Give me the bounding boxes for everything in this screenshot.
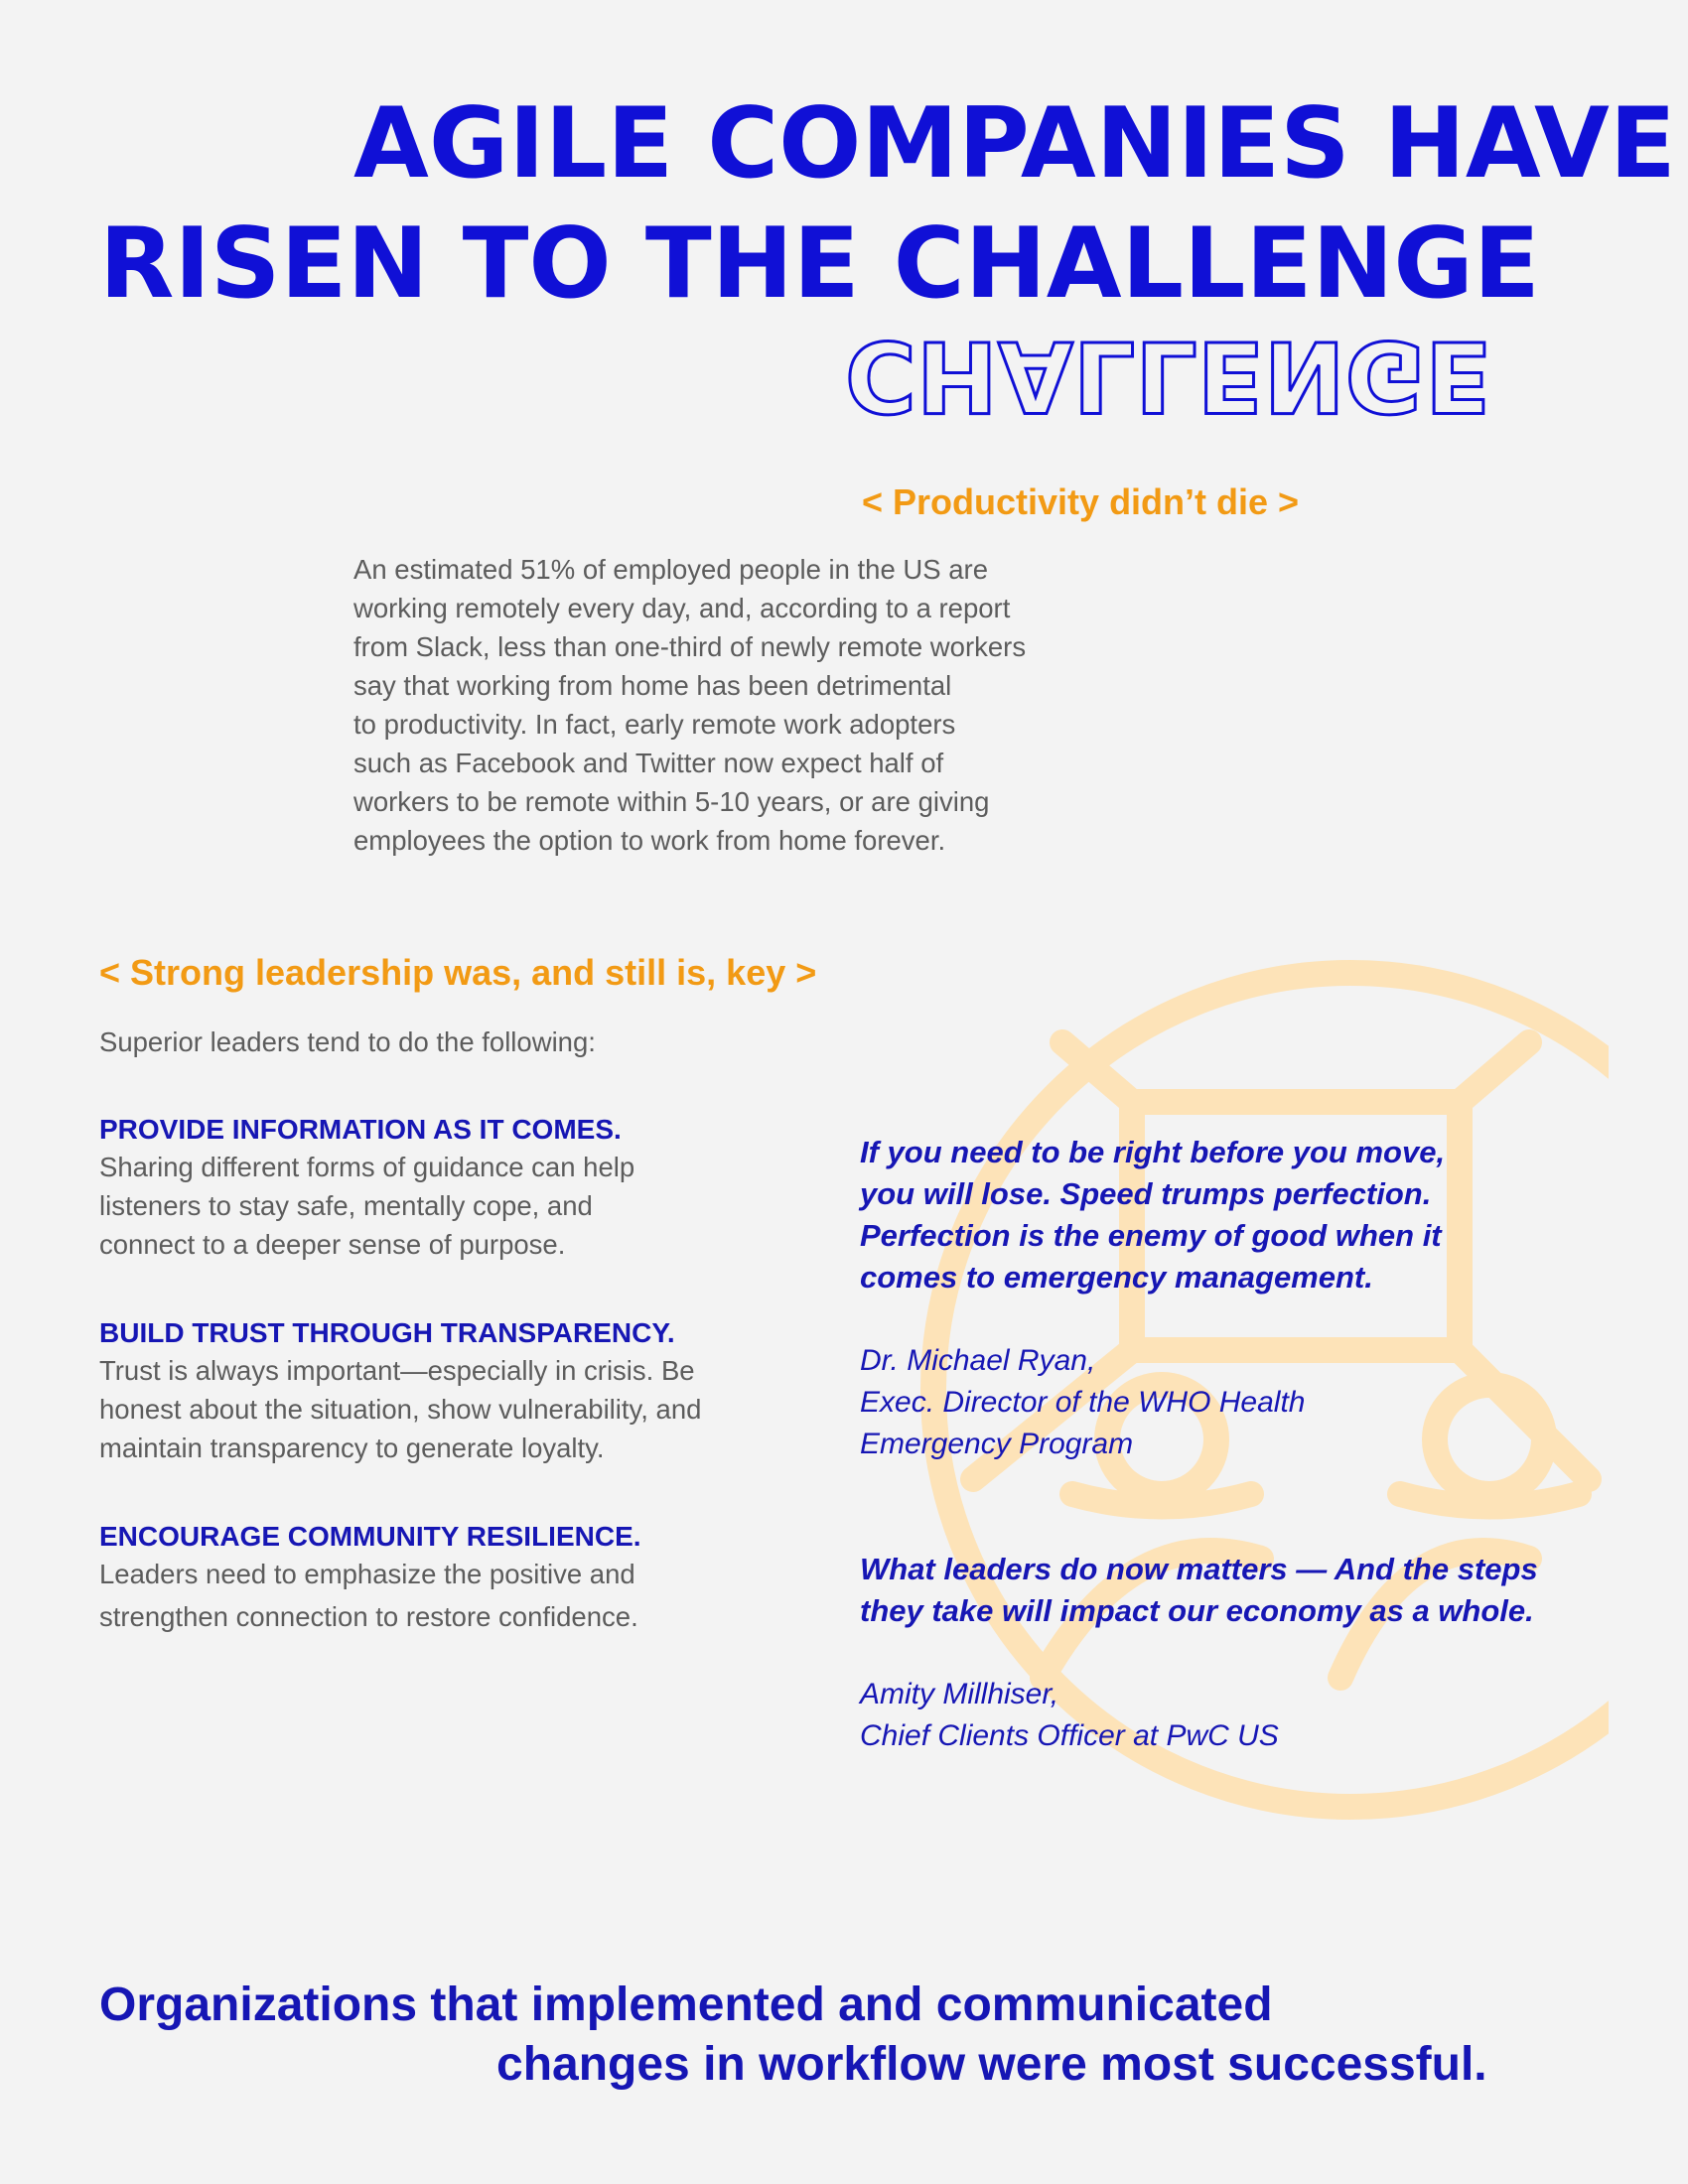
item-line: Leaders need to emphasize the positive and bbox=[99, 1559, 635, 1589]
quote-line: you will lose. Speed trumps perfection. bbox=[860, 1176, 1432, 1211]
item-line: connect to a deeper sense of purpose. bbox=[99, 1229, 566, 1260]
quote-attribution: Exec. Director of the WHO Health bbox=[860, 1386, 1306, 1419]
quote-line: If you need to be right before you move, bbox=[860, 1135, 1446, 1169]
headline-line-2: RISEN TO THE CHALLENGE bbox=[99, 207, 1540, 321]
closing-statement-line-2: changes in workflow were most successful. bbox=[496, 2038, 1487, 2091]
item-line: honest about the situation, show vulnerability, and bbox=[99, 1394, 702, 1425]
closing-statement-line-1: Organizations that implemented and communicated bbox=[99, 1979, 1273, 2031]
paragraph-line: working remotely every day, and, according to a report bbox=[353, 593, 1011, 623]
section-title-productivity: < Productivity didn’t die > bbox=[862, 481, 1300, 522]
section-title-leadership: < Strong leadership was, and still is, key > bbox=[99, 952, 817, 993]
quote-attribution: Amity Millhiser, bbox=[860, 1678, 1059, 1710]
leadership-item bbox=[99, 1112, 774, 1264]
productivity-paragraph bbox=[353, 550, 1088, 860]
paragraph-line: An estimated 51% of employed people in the US are bbox=[353, 554, 988, 585]
paragraph-line: workers to be remote within 5-10 years, or are giving bbox=[353, 786, 990, 817]
quote-block bbox=[860, 1549, 1634, 1757]
item-line: strengthen connection to restore confidence. bbox=[99, 1601, 638, 1632]
item-line: listeners to stay safe, mentally cope, and bbox=[99, 1190, 593, 1221]
headline-line-1: AGILE COMPANIES HAVE bbox=[353, 87, 1676, 201]
leadership-item bbox=[99, 1519, 774, 1636]
headline-mirrored-word: CHALLENGE bbox=[845, 319, 1492, 432]
quote-attribution: Emergency Program bbox=[860, 1428, 1134, 1460]
quote-line: comes to emergency management. bbox=[860, 1260, 1373, 1295]
quote-block bbox=[860, 1132, 1595, 1465]
item-line: Trust is always important—especially in crisis. Be bbox=[99, 1355, 695, 1386]
item-heading: PROVIDE INFORMATION AS IT COMES. bbox=[99, 1114, 622, 1145]
quote-attribution: Chief Clients Officer at PwC US bbox=[860, 1719, 1279, 1752]
paragraph-line: say that working from home has been detrimental bbox=[353, 670, 952, 701]
quote-line: they take will impact our economy as a whole. bbox=[860, 1593, 1534, 1628]
quote-line: Perfection is the enemy of good when it bbox=[860, 1218, 1442, 1253]
item-line: Sharing different forms of guidance can help bbox=[99, 1152, 635, 1182]
leadership-item bbox=[99, 1315, 814, 1467]
paragraph-line: to productivity. In fact, early remote work adopters bbox=[353, 709, 956, 740]
paragraph-line: such as Facebook and Twitter now expect half of bbox=[353, 748, 944, 778]
item-heading: ENCOURAGE COMMUNITY RESILIENCE. bbox=[99, 1521, 641, 1552]
quote-line: What leaders do now matters — And the steps bbox=[860, 1552, 1538, 1586]
paragraph-line: employees the option to work from home forever. bbox=[353, 825, 946, 856]
item-heading: BUILD TRUST THROUGH TRANSPARENCY. bbox=[99, 1317, 675, 1348]
paragraph-line: from Slack, less than one-third of newly remote workers bbox=[353, 631, 1027, 662]
quote-attribution: Dr. Michael Ryan, bbox=[860, 1344, 1096, 1377]
item-line: maintain transparency to generate loyalty. bbox=[99, 1433, 605, 1463]
leadership-intro: Superior leaders tend to do the following: bbox=[99, 1026, 596, 1057]
